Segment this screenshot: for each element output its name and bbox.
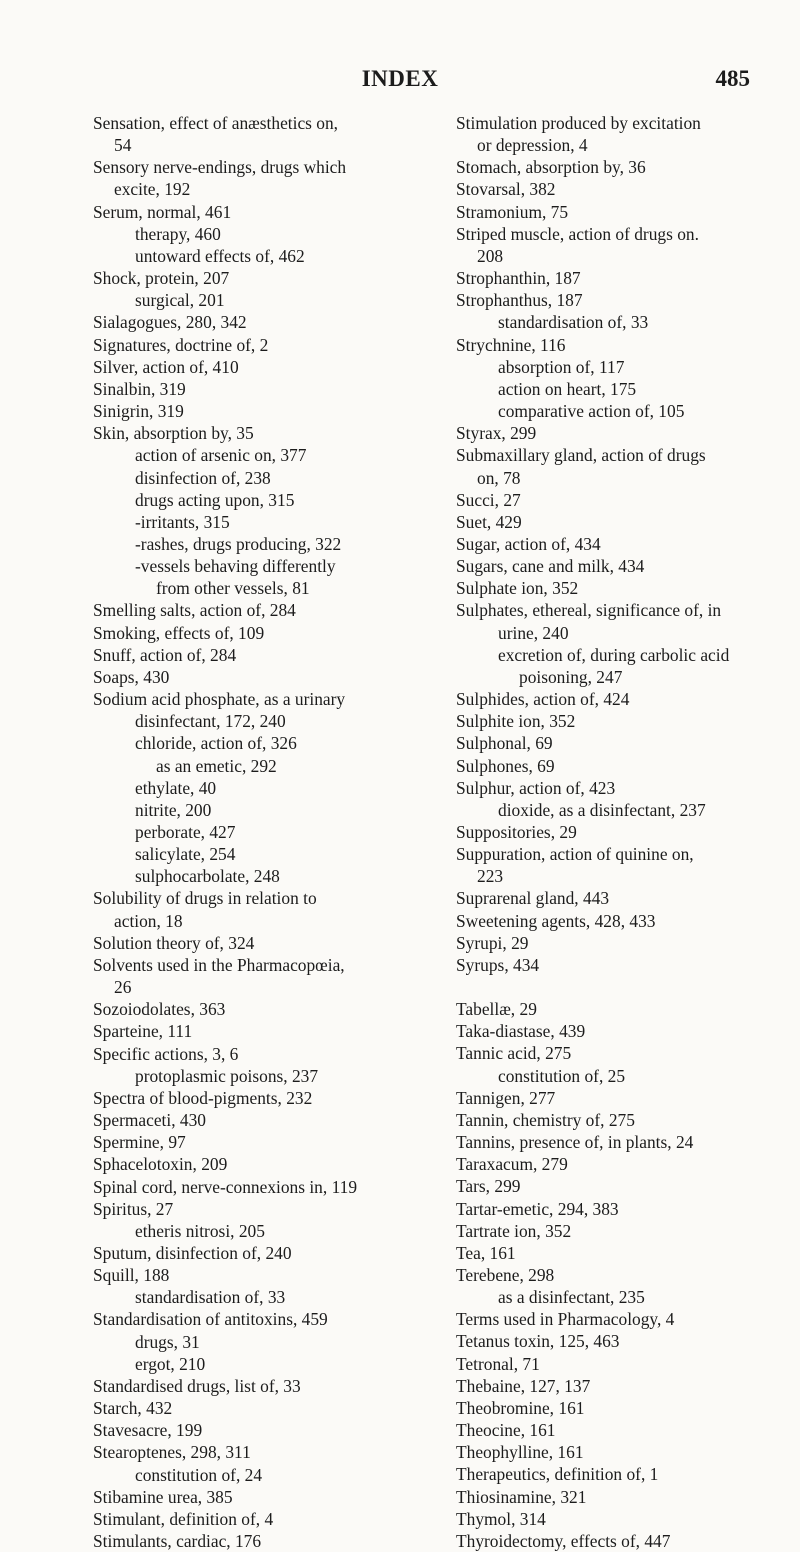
index-entry: Tannigen, 277 [456, 1087, 556, 1108]
index-entry: Succi, 27 [456, 489, 521, 510]
index-entry: Theocine, 161 [456, 1420, 556, 1441]
index-entry: Styrax, 299 [456, 423, 537, 444]
index-subentry: drugs acting upon, 315 [135, 489, 295, 510]
index-subentry: constitution of, 25 [498, 1065, 626, 1086]
index-subentry: therapy, 460 [135, 223, 221, 244]
index-entry: Stimulation produced by excitation [456, 113, 701, 133]
index-subentry: disinfection of, 238 [135, 467, 271, 488]
index-entry: Suppositories, 29 [456, 822, 577, 842]
index-subentry: untoward effects of, 462 [135, 245, 305, 266]
index-entry: Sensory nerve-endings, drugs which [93, 157, 347, 178]
index-entry: Sulphides, action of, 424 [456, 689, 630, 710]
index-entry: Stomach, absorption by, 36 [456, 157, 646, 178]
index-subentry: or depression, 4 [477, 135, 588, 156]
index-subentry: salicylate, 254 [135, 844, 236, 865]
index-entry: Specific actions, 3, 6 [93, 1043, 239, 1064]
index-entry: Therapeutics, definition of, 1 [456, 1464, 659, 1485]
index-subentry: -rashes, drugs producing, 322 [135, 533, 342, 554]
index-entry: Serum, normal, 461 [93, 201, 232, 222]
index-subentry: 223 [477, 866, 504, 887]
index-subentry: disinfectant, 172, 240 [135, 711, 286, 732]
index-entry: Standardisation of antitoxins, 459 [93, 1309, 328, 1330]
index-entry: Silver, action of, 410 [93, 356, 239, 377]
index-entry: Skin, absorption by, 35 [93, 423, 254, 444]
page-title: INDEX [361, 66, 439, 91]
index-entry: Tetanus toxin, 125, 463 [456, 1331, 620, 1352]
index-subentry: sulphocarbolate, 248 [135, 866, 280, 887]
index-subentry: -irritants, 315 [135, 511, 230, 532]
index-subentry: action on heart, 175 [498, 378, 637, 399]
index-entry: Starch, 432 [93, 1398, 173, 1419]
index-entry: Sputum, disinfection of, 240 [93, 1242, 292, 1263]
index-subentry: nitrite, 200 [135, 799, 212, 820]
index-entry: Thebaine, 127, 137 [456, 1375, 591, 1396]
index-entry: Spermine, 97 [93, 1132, 186, 1153]
index-entry: Sweetening agents, 428, 433 [456, 910, 656, 931]
index-subentry: drugs, 31 [135, 1331, 200, 1352]
index-subentry: absorption of, 117 [498, 356, 625, 377]
index-entry: Sinigrin, 319 [93, 401, 184, 422]
index-entry: Snuff, action of, 284 [93, 644, 237, 665]
index-entry: Tea, 161 [456, 1242, 516, 1263]
index-subentry: 54 [114, 135, 132, 156]
index-entry: Tartrate ion, 352 [456, 1220, 572, 1241]
index-entry: Sulphite ion, 352 [456, 711, 576, 732]
index-entry: Stavesacre, 199 [93, 1420, 203, 1441]
index-entry: Suprarenal gland, 443 [456, 888, 610, 909]
index-entry: Signatures, doctrine of, 2 [93, 334, 269, 355]
section-gap [456, 976, 800, 998]
index-entry: Theophylline, 161 [456, 1442, 584, 1463]
index-entry: Syrups, 434 [456, 954, 540, 975]
index-subentry: poisoning, 247 [519, 666, 623, 687]
index-entry: Smelling salts, action of, 284 [93, 600, 296, 621]
page-number: 485 [715, 66, 750, 91]
index-subentry: 208 [477, 245, 504, 266]
index-entry: Shock, protein, 207 [93, 268, 230, 289]
index-subentry: etheris nitrosi, 205 [135, 1220, 265, 1241]
index-subentry: dioxide, as a disinfectant, 237 [498, 799, 706, 820]
index-entry: Tars, 299 [456, 1176, 521, 1197]
index-subentry: constitution of, 24 [135, 1464, 263, 1485]
index-entry: Terebene, 298 [456, 1264, 555, 1285]
index-subentry: action of arsenic on, 377 [135, 445, 307, 466]
index-entry: Strychnine, 116 [456, 334, 566, 355]
index-subentry: urine, 240 [498, 622, 569, 643]
index-entry: Spiritus, 27 [93, 1198, 174, 1219]
index-entry: Tabellæ, 29 [456, 999, 537, 1020]
index-subentry: surgical, 201 [135, 290, 225, 311]
index-entry: Sulphur, action of, 423 [456, 777, 616, 798]
index-entry: Theobromine, 161 [456, 1397, 585, 1418]
index-entry: Sulphones, 69 [456, 755, 555, 776]
index-entry: Sulphate ion, 352 [456, 578, 579, 599]
index-entry: Sugar, action of, 434 [456, 533, 601, 554]
index-entry: Solubility of drugs in relation to [93, 888, 317, 909]
index-subentry: from other vessels, 81 [156, 578, 310, 599]
index-entry: Strophanthin, 187 [456, 268, 581, 289]
index-entry: Stovarsal, 382 [456, 179, 556, 200]
index-entry: Sugars, cane and milk, 434 [456, 556, 645, 577]
index-entry: Smoking, effects of, 109 [93, 622, 265, 643]
index-subentry: excite, 192 [114, 179, 191, 200]
index-entry: Stibamine urea, 385 [93, 1486, 233, 1507]
index-entry: Striped muscle, action of drugs on. [456, 223, 699, 244]
index-entry: Syrupi, 29 [456, 932, 529, 953]
index-entry: Tetronal, 71 [456, 1353, 540, 1374]
index-entry: Taraxacum, 279 [456, 1154, 568, 1175]
index-entry: Stimulant, definition of, 4 [93, 1508, 274, 1529]
index-entry: Soaps, 430 [93, 666, 170, 687]
index-subentry: protoplasmic poisons, 237 [135, 1065, 319, 1086]
index-subentry: comparative action of, 105 [498, 401, 685, 422]
index-column-left [93, 112, 433, 1552]
index-entry: Sodium acid phosphate, as a urinary [93, 689, 346, 710]
index-entry: Solvents used in the Pharmacopœia, [93, 954, 345, 975]
index-entry: Strophanthus, 187 [456, 290, 583, 311]
index-subentry: standardisation of, 33 [498, 312, 649, 333]
index-entry: Suet, 429 [456, 511, 522, 532]
index-entry: Suppuration, action of quinine on, [456, 844, 694, 865]
index-entry: Sphacelotoxin, 209 [93, 1154, 228, 1175]
index-entry: Spectra of blood-pigments, 232 [93, 1087, 313, 1108]
index-entry: Taka-diastase, 439 [456, 1021, 586, 1042]
index-column-right [456, 112, 800, 1552]
index-subentry: -vessels behaving differently [135, 556, 336, 577]
index-entry: Sparteine, 111 [93, 1021, 193, 1042]
index-entry: Spinal cord, nerve-connexions in, 119 [93, 1176, 358, 1197]
index-entry: Tannin, chemistry of, 275 [456, 1109, 635, 1130]
index-subentry: as an emetic, 292 [156, 755, 277, 776]
index-entry: Tannins, presence of, in plants, 24 [456, 1132, 694, 1153]
index-subentry: action, 18 [114, 910, 183, 931]
index-subentry: ethylate, 40 [135, 777, 217, 798]
page-header [0, 66, 800, 96]
index-entry: Solution theory of, 324 [93, 932, 255, 953]
index-entry: Sinalbin, 319 [93, 378, 186, 399]
index-subentry: perborate, 427 [135, 822, 236, 842]
index-subentry: chloride, action of, 326 [135, 733, 297, 754]
index-entry: Standardised drugs, list of, 33 [93, 1375, 301, 1396]
index-entry: Sialagogues, 280, 342 [93, 312, 247, 333]
index-entry: Stramonium, 75 [456, 201, 569, 222]
index-entry: Spermaceti, 430 [93, 1110, 207, 1131]
index-entry: Squill, 188 [93, 1265, 170, 1286]
index-entry: Thiosinamine, 321 [456, 1486, 587, 1507]
index-entry: Stimulants, cardiac, 176 [93, 1531, 262, 1551]
index-entry: Sulphates, ethereal, significance of, in [456, 600, 722, 621]
index-entry: Sensation, effect of anæsthetics on, [93, 113, 339, 133]
index-entry: Tannic acid, 275 [456, 1043, 572, 1064]
index-entry: Terms used in Pharmacology, 4 [456, 1309, 675, 1330]
index-entry: Sulphonal, 69 [456, 733, 553, 754]
index-entry: Stearoptenes, 298, 311 [93, 1442, 251, 1463]
index-entry: Sozoiodolates, 363 [93, 999, 226, 1020]
index-subentry: as a disinfectant, 235 [498, 1287, 645, 1308]
index-subentry: excretion of, during carbolic acid [498, 644, 730, 665]
index-subentry: ergot, 210 [135, 1353, 206, 1374]
index-entry: Tartar-emetic, 294, 383 [456, 1198, 619, 1219]
index-entry: Submaxillary gland, action of drugs [456, 445, 706, 466]
index-entry: Thyroidectomy, effects of, 447 [456, 1530, 671, 1551]
index-subentry: on, 78 [477, 467, 521, 488]
index-subentry: standardisation of, 33 [135, 1287, 286, 1308]
index-entry: Thymol, 314 [456, 1508, 546, 1529]
index-subentry: 26 [114, 977, 132, 998]
